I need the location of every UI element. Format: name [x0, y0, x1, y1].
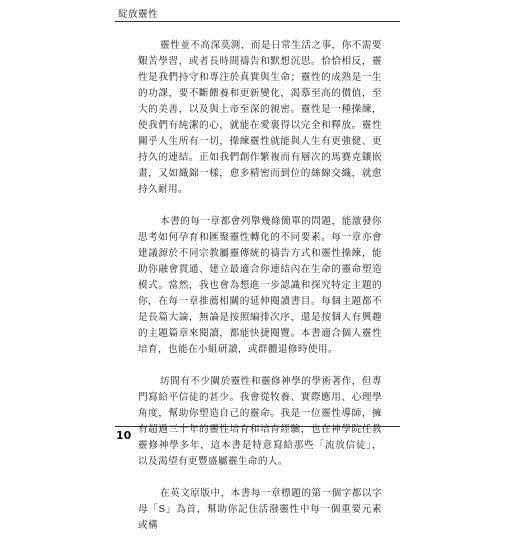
body-text: [138, 38, 382, 550]
paragraph: 在英文原版中，本書每一章標題的第一個字都以字母「S」為首，幫助你記住活潑靈性中每一個重要元素或構: [138, 488, 382, 531]
header-divider: [115, 21, 400, 22]
page-number: 10: [116, 429, 132, 442]
footer-divider: [115, 426, 400, 427]
paragraph: 靈性並不高深莫測，而是日常生活之事，你不需要艱苦學習，或者長時間禱告和默想沉思。恰恰相反，靈性是我們持守和專注於真實與生命；靈性的成熟是一生的功課，要不斷餵養和更新變化，渴慕至高的價值，至大的美善，以及與上帝至深的親密。靈性是一種操練，使我們有純潔的心，就能在愛裏得以完全和釋放。靈性關乎人生所有一切，操練靈性就能與人生有更強健、更持久的連結。正如我們創作繁複而有層次的馬賽克鑲嵌畫，又如織錦一樣，愈多精密而到位的絲線交織，就愈持久耐用。: [138, 40, 382, 195]
paragraph: 坊間有不少關於靈性和靈修神學的學術著作，但專門寫給平信徒的甚少。我會從牧養、實際應用、心理學角度，幫助你塑造自己的靈命。我是一位靈性導師，擁有超過三十年的靈性培育和培育經驗，也在神學院任教靈修神學多年，這本書是特意寫給那些「流放信徒」，以及渴望有更豐盛屬靈生命的人。: [138, 376, 382, 467]
running-head: 綻放靈性: [118, 9, 159, 20]
paragraph: 本書的每一章都會列舉幾條簡單的問題，能激發你思考如何孕育和匯聚靈性轉化的不同要素。每一章亦會建議源於不同宗教屬靈傳統的禱告方式和靈性操練，能助你融會貫通、建立最適合你連結內在生命的靈命塑造模式。當然，我也會為想進一步認識和探究特定主題的你，在每一章推薦相關的延伸閱讀書目。每個主題都不是長篇大論，無論是按照編排次序，還是按個人有興趣的主題篇章來閱讀，都能快捷閱覽。本書適合個人靈性培育，也能在小組研讀，或群體退修時使用。: [138, 216, 382, 355]
